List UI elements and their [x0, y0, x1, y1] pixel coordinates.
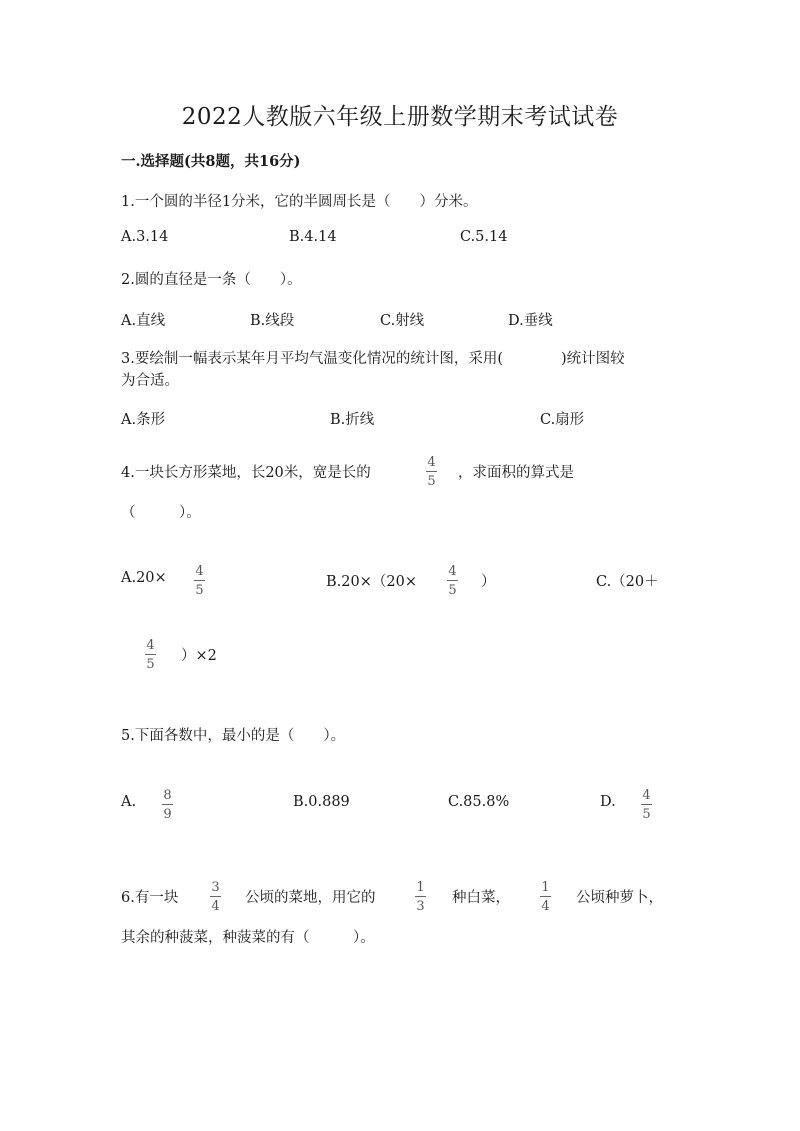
fraction-bar — [194, 580, 205, 581]
fraction-denominator: 5 — [427, 474, 436, 489]
fraction-denominator: 5 — [146, 657, 155, 672]
question-4-option-b-fraction — [447, 564, 458, 598]
question-3-stem-line2: 为合适。 — [121, 373, 179, 389]
question-5-option-a[interactable]: A. — [121, 794, 137, 810]
fraction-numerator: 3 — [211, 880, 220, 895]
question-6-fraction-2 — [415, 880, 426, 914]
question-6-part4: 公顷种萝卜， — [576, 890, 663, 906]
fraction-numerator: 4 — [448, 564, 457, 579]
question-4-option-c-fraction — [145, 638, 156, 672]
fraction-numerator: 4 — [427, 455, 436, 470]
page-title: 2022人教版六年级上册数学期末考试试卷 — [181, 104, 619, 130]
question-3-option-a[interactable]: A.条形 — [121, 412, 166, 428]
fraction-denominator: 3 — [416, 899, 425, 914]
fraction-numerator: 1 — [541, 880, 550, 895]
question-1-option-a[interactable]: A.3.14 — [121, 229, 169, 245]
question-6-fraction-1 — [210, 880, 221, 914]
question-2-option-a[interactable]: A.直线 — [121, 313, 166, 329]
question-4-stem-part1: 4.一块长方形菜地，长20米，宽是长的 — [121, 465, 371, 481]
fraction-bar — [641, 804, 652, 805]
question-2-option-c[interactable]: C.射线 — [380, 313, 425, 329]
question-4-stem-fraction — [426, 455, 437, 489]
fraction-bar — [426, 471, 437, 472]
fraction-denominator: 4 — [541, 899, 550, 914]
question-3-option-b[interactable]: B.折线 — [330, 412, 375, 428]
question-4-option-a-fraction — [194, 564, 205, 598]
question-1-option-b[interactable]: B.4.14 — [289, 229, 337, 245]
question-1-option-c[interactable]: C.5.14 — [460, 229, 508, 245]
fraction-numerator: 4 — [642, 788, 651, 803]
fraction-denominator: 5 — [448, 583, 457, 598]
fraction-bar — [415, 896, 426, 897]
fraction-bar — [540, 896, 551, 897]
question-1-stem: 1.一个圆的半径1分米，它的半圆周长是（ ）分米。 — [121, 194, 478, 210]
question-6-part2: 公顷的菜地，用它的 — [245, 890, 376, 906]
question-5-stem: 5.下面各数中，最小的是（ ）。 — [121, 728, 346, 744]
fraction-denominator: 5 — [642, 807, 651, 822]
fraction-bar — [447, 580, 458, 581]
question-4-stem-line2: （ ）。 — [121, 505, 201, 521]
question-4-option-c[interactable]: C.（20＋ — [596, 574, 659, 590]
question-4-stem-part2: ，求面积的算式是 — [458, 465, 574, 481]
question-2-stem: 2.圆的直径是一条（ ）。 — [121, 272, 302, 288]
fraction-numerator: 1 — [416, 880, 425, 895]
question-5-option-b[interactable]: B.0.889 — [293, 794, 350, 810]
question-4-option-a[interactable]: A.20× — [121, 570, 167, 586]
fraction-numerator: 4 — [195, 564, 204, 579]
question-5-option-d-fraction — [641, 788, 652, 822]
question-3-stem-line1: 3.要绘制一幅表示某年月平均气温变化情况的统计图，采用( )统计图较 — [121, 351, 625, 367]
question-5-option-a-fraction — [162, 788, 173, 822]
fraction-bar — [210, 896, 221, 897]
question-6-part3: 种白菜， — [452, 890, 510, 906]
question-4-option-b[interactable]: B.20×（20× — [326, 574, 417, 590]
fraction-bar — [145, 654, 156, 655]
question-6-part1: 6.有一块 — [121, 890, 179, 906]
question-2-option-b[interactable]: B.线段 — [250, 313, 295, 329]
question-5-option-d[interactable]: D. — [600, 794, 616, 810]
question-6-line2: 其余的种菠菜，种菠菜的有（ ）。 — [121, 930, 375, 946]
question-4-option-c-close: ）×2 — [181, 648, 217, 664]
fraction-numerator: 8 — [163, 788, 172, 803]
question-6-fraction-3 — [540, 880, 551, 914]
fraction-bar — [162, 804, 173, 805]
question-3-option-c[interactable]: C.扇形 — [540, 412, 585, 428]
fraction-denominator: 9 — [163, 807, 172, 822]
question-4-option-b-close: ） — [481, 574, 496, 590]
fraction-denominator: 5 — [195, 583, 204, 598]
question-2-option-d[interactable]: D.垂线 — [508, 313, 553, 329]
fraction-denominator: 4 — [211, 899, 220, 914]
fraction-numerator: 4 — [146, 638, 155, 653]
question-5-option-c[interactable]: C.85.8% — [448, 794, 510, 810]
section-heading: 一.选择题(共8题，共16分) — [121, 153, 301, 170]
